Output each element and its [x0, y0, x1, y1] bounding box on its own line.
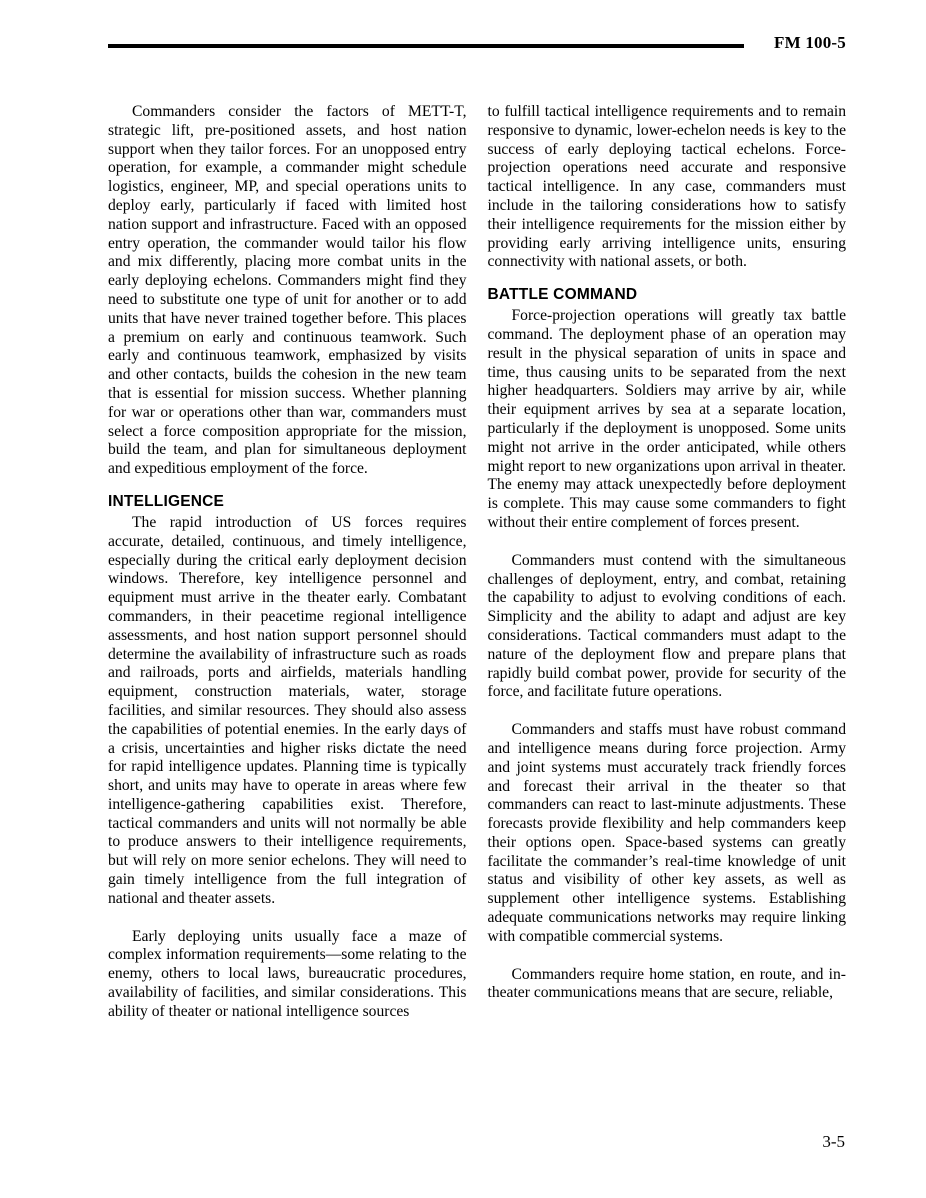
- right-column: [488, 103, 847, 1022]
- paragraph-intelligence-1: The rapid introduction of US forces requires accurate, detailed, continuous, and timely intelligence, especially during the critical early deployment decision windows. Therefore, key intelligence personnel and equipment must arrive in the theater early. Combatant commanders, in their peacetime regional intelligence assessments, and host nation support personnel should determine the availability of infrastructure such as roads and railroads, ports and airfields, materials handling equipment, construction materials, water, storage facilities, and similar resources. They should also assess the capabilities of potential enemies. In the early days of a crisis, uncertainties and higher risks dictate the need for rapid intelligence updates. Planning time is typically short, and units may have to operate in areas where few intelligence-gathering capabilities exist. Therefore, tactical commanders and units will not normally be able to produce answers to their intelligence requirements, but will rely on more senior echelons. They will need to gain timely intelligence from the full integration of national and theater assets.: [108, 513, 467, 907]
- section-heading-battle-command: BATTLE COMMAND: [487, 286, 638, 304]
- paragraph-intelligence-continued: to fulfill tactical intelligence requirements and to remain responsive to dynamic, lower-echelon needs is key to the success of early deploying tactical echelons. Force-projection operations need accurate and responsive tactical intelligence. In any case, commanders must include in the tailoring considerations how to satisfy their intelligence requirements for the mission either by providing early arriving intelligence units, ensuring connectivity with national assets, or both.: [487, 103, 846, 271]
- left-column: [108, 103, 467, 1022]
- section-heading-intelligence: INTELLIGENCE: [108, 492, 225, 510]
- header-rule: [108, 44, 744, 48]
- paragraph-battle-command-3: Commanders and staffs must have robust command and intelligence means during force projection. Army and joint systems must accurately track friendly forces and forecast their arrival in the theater so that commanders can react to last-minute adjustments. These forecasts provide flexibility and help commanders keep their options open. Space-based systems can greatly facilitate the commander’s real-time knowledge of unit status and visibility of other key assets, as well as supplement other intelligence systems. Establishing adequate communications networks may require linking with compatible commercial systems.: [487, 721, 846, 945]
- paragraph-battle-command-4: Commanders require home station, en route, and in-theater communications means that are secure, reliable,: [487, 965, 846, 1002]
- paragraph-battle-command-1: Force-projection operations will greatly tax battle command. The deployment phase of an operation may result in the physical separation of units in space and time, thus causing units to be separated from the next higher headquarters. Soldiers may arrive by air, while their equipment arrives by sea at a separate location, particularly if the deployment is unopposed. Some units might not arrive in the order anticipated, while others might report to new organizations upon arrival in theater. The enemy may attack unexpectedly before deployment is complete. This may cause some commanders to fight without their entire complement of forces present.: [487, 307, 846, 531]
- paragraph-intelligence-2: Early deploying units usually face a maze of complex information requirements—some relating to the enemy, others to local laws, bureaucratic procedures, availability of facilities, and similar considerations. This ability of theater or national intelligence sources: [108, 927, 467, 1020]
- text-columns: [108, 103, 846, 1022]
- document-id: FM 100-5: [774, 33, 846, 52]
- page-number: 3-5: [822, 1132, 845, 1151]
- page-header: [108, 34, 846, 51]
- paragraph-tailoring-forces: Commanders consider the factors of METT-T, strategic lift, pre-positioned assets, and host nation support when they tailor forces. For an unopposed entry operation, for example, a commander might schedule logistics, engineer, MP, and special operations units to deploy early, particularly if faced with limited host nation support and infrastructure. Faced with an opposed entry operation, the commander would tailor his flow and mix differently, placing more combat units in the early deploying echelons. Commanders might find they need to substitute one type of unit for another or to add units that have never trained together before. This places a premium on early and continuous teamwork. Such early and continuous teamwork, emphasized by visits and other contacts, builds the cohesion in the new team that is essential for mission success. Whether planning for war or operations other than war, commanders must select a force composition appropriate for the mission, build the team, and plan for simultaneous deployment and expeditious employment of the force.: [108, 103, 467, 478]
- paragraph-battle-command-2: Commanders must contend with the simultaneous challenges of deployment, entry, and combat, retaining the capability to adjust to evolving conditions of each. Simplicity and the ability to adapt and adjust are key considerations. Tactical commanders must adapt to the nature of the deployment flow and prepare plans that rapidly build combat power, provide for security of the force, and facilitate future operations.: [487, 551, 846, 701]
